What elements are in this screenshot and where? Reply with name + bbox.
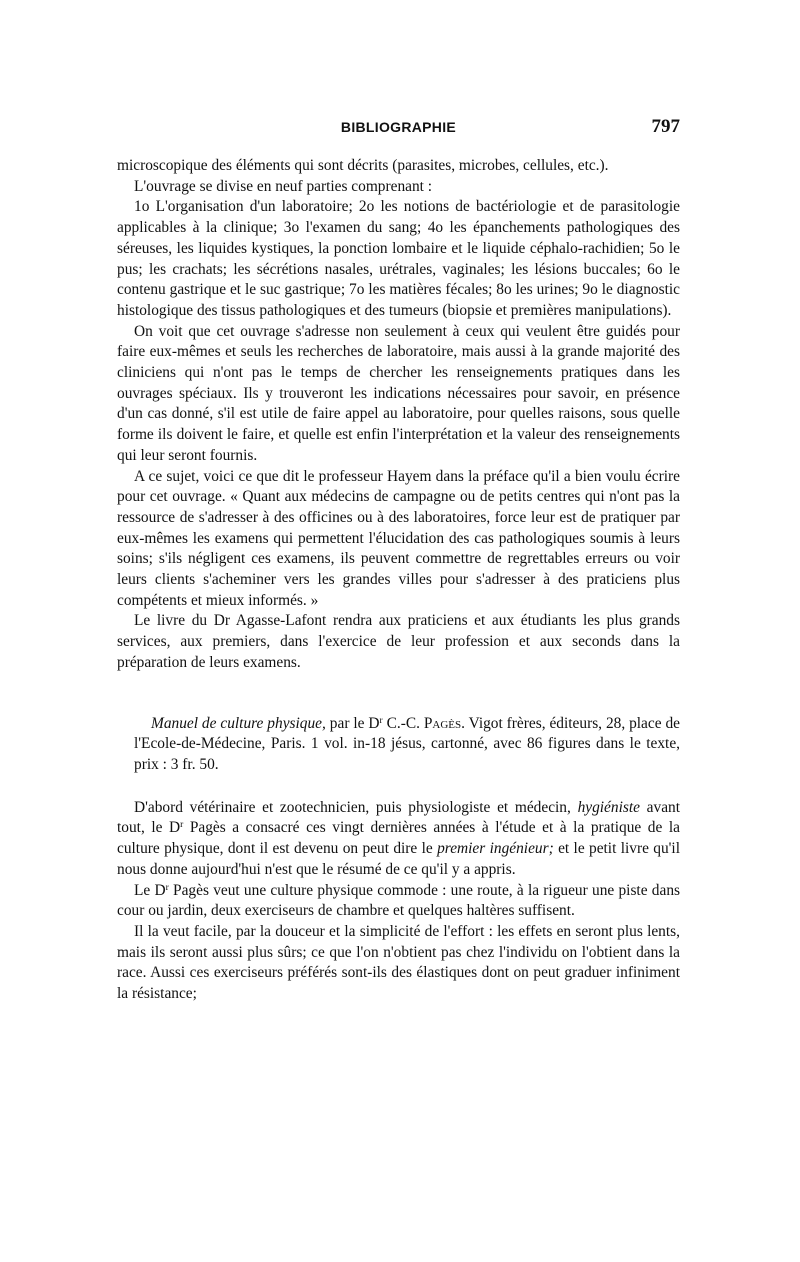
paragraph-outline-intro: L'ouvrage se divise en neuf parties comprenant : <box>134 177 433 195</box>
text-run-italic: hygiéniste <box>577 798 640 816</box>
superscript: r <box>165 882 169 893</box>
text-run: Pagès veut une culture physique commode : une route, à la rigueur une piste dans cour ou jardin, deux exerciseurs de chambre et quelques haltères suffisent. <box>117 881 681 920</box>
text-run: D'abord vétérinaire et zootechnicien, puis physiologiste et médecin, <box>134 798 578 816</box>
page-number: 797 <box>651 116 680 137</box>
page-header <box>117 116 680 138</box>
section-spacer <box>117 674 680 714</box>
paragraph-author-bio <box>117 798 680 881</box>
book-author: C.-C. Pagès <box>382 714 462 732</box>
paragraph-ease: Il la veut facile, par la douceur et la simplicité de l'effort : les effets en seront plus lents, mais ils seront aussi plus sûrs; ce que l'on n'obtient pas chez l'individu on l'obtient dans la race. Aussi ces exerciseurs préférés sont-ils des élastiques dont on peut graduer infiniment la résistance; <box>117 922 680 1003</box>
paragraph-convenience <box>117 881 680 922</box>
paragraph-outline-list: 1o L'organisation d'un laboratoire; 2o les notions de bactériologie et de parasitologie applicables à la clinique; 3o l'examen du sang; 4o les épanchements pathologiques des séreuses, les liquides kystiques, la ponction lombaire et le liquide céphalo-rachidien; 5o le pus; les crachats; les sécrétions nasales, urétrales, vaginales; les lésions buccales; 6o le contenu gastrique et le suc gastrique; 7o les matières fécales; 8o les urines; 9o le diagnostic histologique des tissus pathologiques et des tumeurs (biopsie et premières manipulations). <box>117 198 680 319</box>
text-run: Le D <box>134 881 166 899</box>
text-run: avant tout, le D <box>117 798 680 837</box>
running-head: BIBLIOGRAPHIE <box>340 119 457 135</box>
text-run: Pagès a consacré ces vingt dernières années à l'étude et à la pratique de la culture physique, dont il est devenu on peut dire le <box>117 819 680 858</box>
section-spacer <box>117 776 680 798</box>
paragraph-hayem-quote: A ce sujet, voici ce que dit le professeur Hayem dans la préface qu'il a bien voulu écrire pour cet ouvrage. « Quant aux médecins de campagne ou de petits centres qui n'ont pas la ressource de s'adresser à des officines ou à des laboratoires, force leur est de pratiquer par eux-mêmes les examens qui permettent l'élucidation des cas pathologiques soumis à leurs soins; s'ils négligent ces examens, ils peuvent commettre de regrettables erreurs ou voir leurs clients s'acheminer vers les grandes villes pour s'adresser à des praticiens plus compétents et mieux informés. » <box>117 467 680 609</box>
paragraph-continued: microscopique des éléments qui sont décrits (parasites, microbes, cellules, etc.). <box>117 157 609 174</box>
entry-by-sup: r <box>379 715 383 726</box>
book-title: Manuel de culture physique, <box>151 714 326 732</box>
bibliography-entry <box>117 714 680 776</box>
text-run-italic: premier ingénieur; <box>437 840 554 858</box>
paragraph-conclusion: Le livre du Dr Agasse-Lafont rendra aux praticiens et aux étudiants les plus grands services, aux premiers, dans l'exercice de leur profession et aux seconds dans la préparation de leurs examens. <box>117 612 680 671</box>
book-publisher-details: . Vigot frères, éditeurs, 28, place de l'Ecole-de-Médecine, Paris. 1 vol. in-18 jésus, cartonné, avec 86 figures dans le texte, prix : 3 fr. 50. <box>134 714 680 773</box>
entry-by: par le D <box>325 714 380 732</box>
text-run: et le petit livre qu'il nous donne aujourd'hui n'est que le résumé de ce qu'il y a appris. <box>117 840 680 878</box>
body-text <box>117 156 680 1005</box>
superscript: r <box>180 820 184 831</box>
paragraph-audience: On voit que cet ouvrage s'adresse non seulement à ceux qui veulent être guidés pour faire eux-mêmes et seuls les recherches de laboratoire, mais aussi à la grande majorité des cliniciens qui n'ont pas le temps de chercher les renseignements pratiques dans les ouvrages spéciaux. Ils y trouveront les indications nécessaires pour savoir, en présence d'un cas donné, s'il est utile de faire appel au laboratoire, pour quelles raisons, sous quelle forme ils doivent le faire, et quelle est enfin l'interprétation et la valeur des renseignements qui leur seront fournis. <box>117 322 680 464</box>
